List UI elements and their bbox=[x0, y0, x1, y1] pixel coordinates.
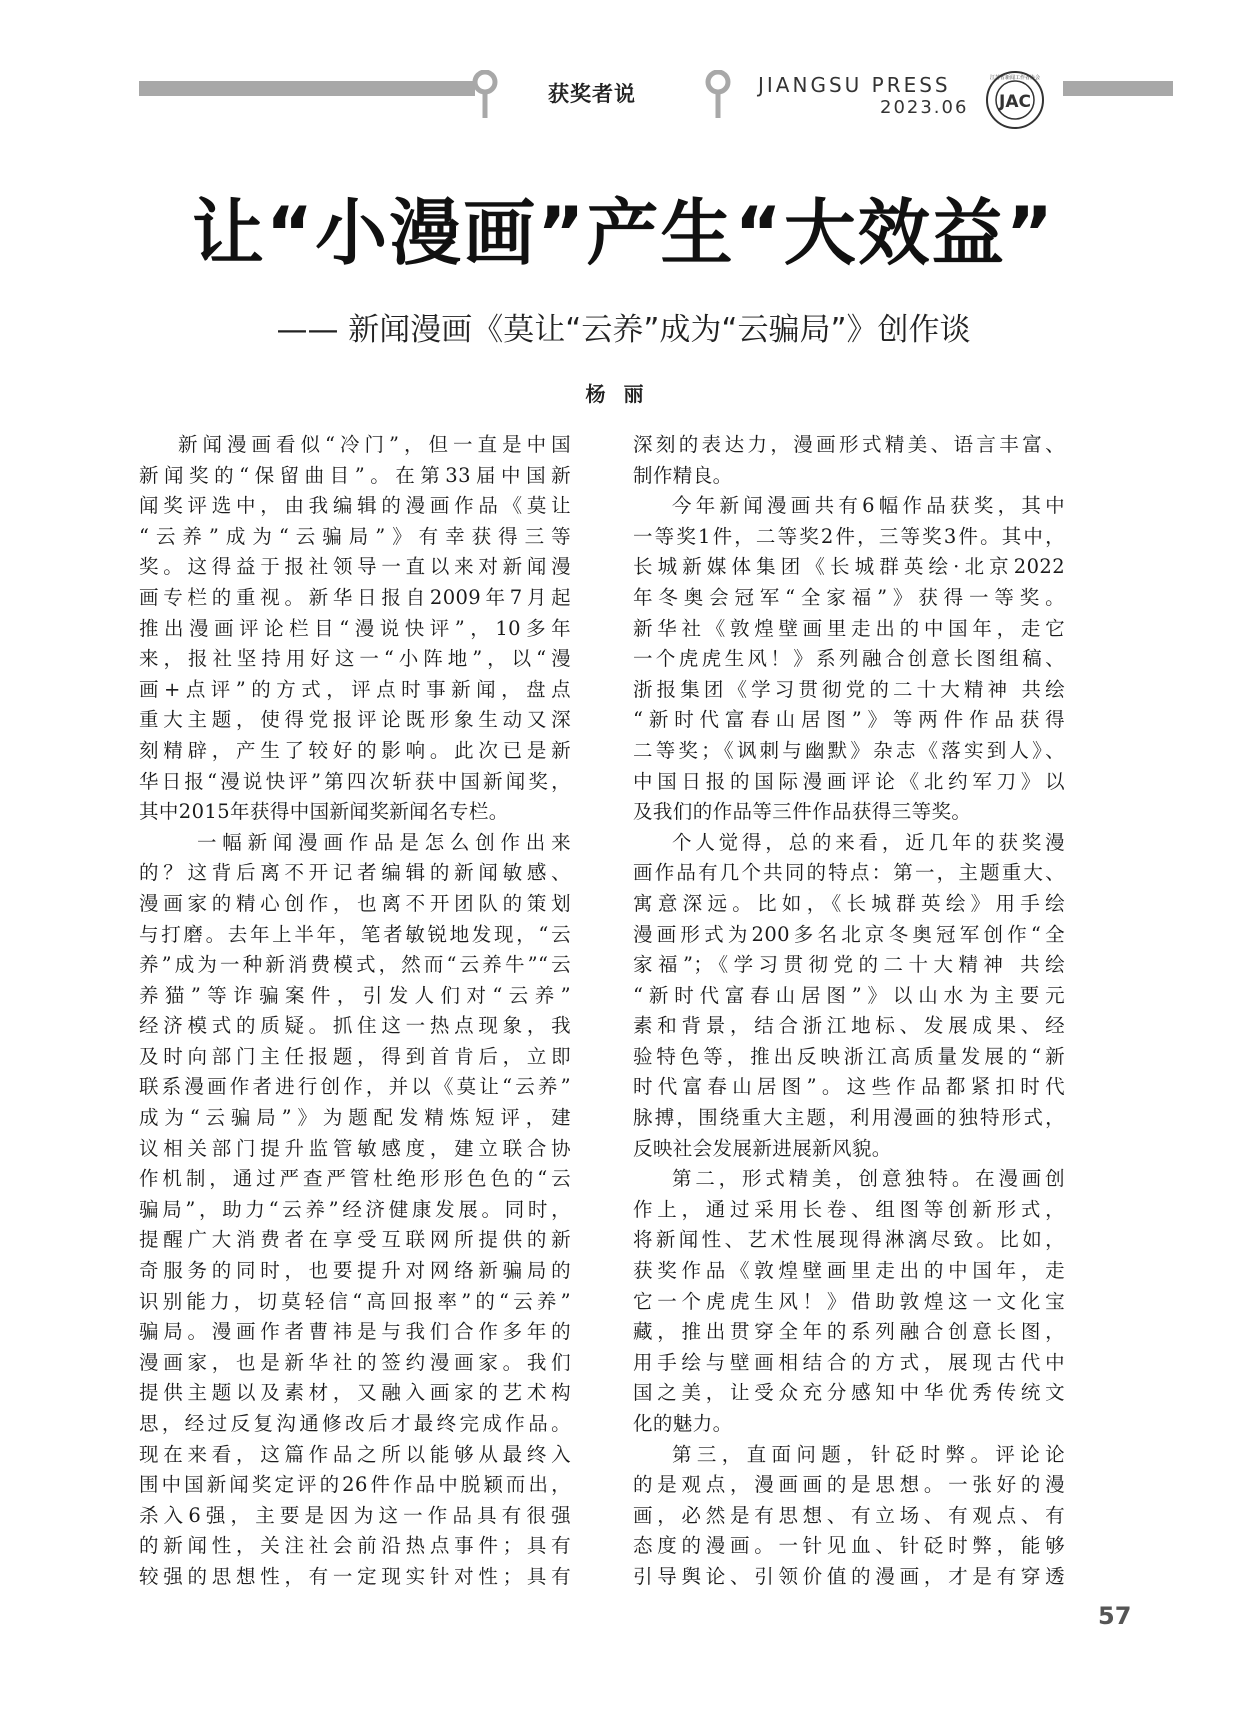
text-line: 验特色等，推出反映浙江高质量发展的“新 bbox=[633, 1044, 1065, 1068]
text-line: 新闻漫画看似“冷门”，但一直是中国 bbox=[178, 433, 571, 456]
text-line: 一等奖1件，二等奖2件，三等奖3件。其中， bbox=[633, 524, 1065, 548]
text-line: 与打磨。去年上半年，笔者敏锐地发现，“云 bbox=[139, 922, 571, 946]
text-line: 刻精辟，产生了较好的影响。此次已是新 bbox=[139, 738, 571, 762]
text-line: 长城新媒体集团《长城群英绘·北京2022 bbox=[633, 555, 1065, 579]
text-line: 年冬奥会冠军“全家福”》获得一等奖。 bbox=[633, 585, 1065, 609]
text-line: “新时代富春山居图”》以山水为主要元 bbox=[633, 983, 1065, 1007]
text-line: 一个虎虎生风！》系列融合创意长图组稿、 bbox=[633, 647, 1065, 671]
text-line: 新华社《敦煌壁画里走出的中国年，走它 bbox=[633, 616, 1065, 640]
text-line: 的？这背后离不开记者编辑的新闻敏感、 bbox=[139, 861, 571, 885]
text-line: 议相关部门提升监管敏感度，建立联合协 bbox=[139, 1136, 571, 1160]
text-line: 素和背景，结合浙江地标、发展成果、经 bbox=[633, 1014, 1065, 1038]
text-line: 提供主题以及素材，又融入画家的艺术构 bbox=[139, 1381, 571, 1405]
seal-letters: JAC bbox=[999, 92, 1031, 112]
text-line: 新闻奖的“保留曲目”。在第33届中国新 bbox=[139, 463, 571, 487]
text-line: 画专栏的重视。新华日报自2009年7月起 bbox=[139, 585, 571, 609]
text-line: 来，报社坚持用好这一“小阵地”，以“漫 bbox=[139, 647, 571, 671]
text-line: 脉搏，围绕重大主题，利用漫画的独特形式， bbox=[633, 1106, 1065, 1130]
text-line: 现在来看，这篇作品之所以能够从最终入 bbox=[139, 1442, 571, 1466]
text-line: 深刻的表达力，漫画形式精美、语言丰富、 bbox=[633, 433, 1065, 456]
text-line: 及我们的作品等三件作品获得三等奖。 bbox=[633, 800, 972, 824]
text-line: 家福”；《学习贯彻党的二十大精神 共绘 bbox=[633, 953, 1065, 977]
seal-ring-text: 江苏省新闻工作者协会 bbox=[989, 75, 1041, 81]
text-line: 思，经过反复沟通修改后才最终完成作品。 bbox=[139, 1412, 571, 1435]
press-name: JIANGSU PRESS bbox=[758, 73, 951, 97]
text-line: 成为“云骗局”》为题配发精炼短评，建 bbox=[139, 1106, 571, 1130]
text-line: 作机制，通过严查严管杜绝形形色色的“云 bbox=[139, 1167, 571, 1191]
text-line: 养”成为一种新消费模式，然而“云养牛”“云 bbox=[139, 953, 571, 977]
issue-date: 2023.06 bbox=[880, 97, 969, 118]
text-line: 漫画家的精心创作，也离不开团队的策划 bbox=[139, 891, 571, 915]
text-line: 将新闻性、艺术性展现得淋漓尽致。比如， bbox=[633, 1228, 1065, 1252]
text-line: 中国日报的国际漫画评论《北约军刀》以 bbox=[633, 769, 1065, 793]
text-line: 识别能力，切莫轻信“高回报率”的“云养” bbox=[139, 1289, 571, 1313]
text-line: 漫画家，也是新华社的签约漫画家。我们 bbox=[139, 1350, 571, 1374]
text-line: 推出漫画评论栏目“漫说快评”，10多年 bbox=[139, 616, 571, 640]
text-line: 养猫”等诈骗案件，引发人们对“云养” bbox=[139, 983, 571, 1007]
text-line: 的是观点，漫画画的是思想。一张好的漫 bbox=[633, 1473, 1065, 1497]
body-column-right bbox=[633, 430, 1065, 1593]
text-line: 较强的思想性，有一定现实针对性；具有 bbox=[139, 1564, 571, 1588]
text-line: 奖。这得益于报社领导一直以来对新闻漫 bbox=[139, 555, 571, 579]
text-line: 的新闻性，关注社会前沿热点事件；具有 bbox=[139, 1534, 571, 1558]
text-line: 国之美，让受众充分感知中华优秀传统文 bbox=[633, 1381, 1065, 1405]
text-line: 寓意深远。比如，《长城群英绘》用手绘 bbox=[633, 891, 1065, 915]
association-seal-icon bbox=[985, 70, 1045, 130]
map-pin-icon bbox=[705, 70, 731, 120]
text-line: 画+点评”的方式，评点时事新闻，盘点 bbox=[139, 677, 571, 701]
article-subtitle: —— 新闻漫画《莫让“云养”成为“云骗局”》创作谈 bbox=[276, 312, 971, 348]
text-line: 及时向部门主任报题，得到首肯后，立即 bbox=[139, 1044, 571, 1068]
article-author: 杨丽 bbox=[585, 382, 662, 406]
text-line: 闻奖评选中，由我编辑的漫画作品《莫让 bbox=[139, 494, 571, 518]
header-rule-right bbox=[1063, 81, 1173, 96]
text-line: 一幅新闻漫画作品是怎么创作出来 bbox=[197, 830, 571, 854]
text-line: 骗局”，助力“云养”经济健康发展。同时， bbox=[139, 1197, 571, 1221]
text-line: 反映社会发展新进展新风貌。 bbox=[633, 1136, 892, 1160]
text-line: 经济模式的质疑。抓住这一热点现象，我 bbox=[139, 1014, 571, 1038]
text-line: 提醒广大消费者在享受互联网所提供的新 bbox=[139, 1228, 571, 1252]
text-line: 画作品有几个共同的特点：第一，主题重大、 bbox=[633, 861, 1065, 885]
text-line: 联系漫画作者进行创作，并以《莫让“云养” bbox=[139, 1075, 571, 1099]
text-line: 重大主题，使得党报评论既形象生动又深 bbox=[139, 708, 571, 732]
text-line: 态度的漫画。一针见血、针砭时弊，能够 bbox=[633, 1534, 1065, 1558]
text-line: 围中国新闻奖定评的26件作品中脱颖而出， bbox=[139, 1473, 571, 1497]
header-rule-left bbox=[139, 81, 475, 96]
map-pin-icon bbox=[472, 70, 498, 120]
text-line: 漫画形式为200多名北京冬奥冠军创作“全 bbox=[633, 922, 1065, 946]
article-title: 让“小漫画”产生“大效益” bbox=[191, 191, 1056, 275]
text-line: 时代富春山居图”。这些作品都紧扣时代 bbox=[633, 1075, 1065, 1099]
text-line: 骗局。漫画作者曹祎是与我们合作多年的 bbox=[139, 1320, 571, 1344]
text-line: 奇服务的同时，也要提升对网络新骗局的 bbox=[139, 1259, 571, 1283]
text-line: 华日报“漫说快评”第四次斩获中国新闻奖， bbox=[139, 769, 571, 793]
text-line: 其中2015年获得中国新闻奖新闻名专栏。 bbox=[139, 800, 509, 824]
text-line: 用手绘与壁画相结合的方式，展现古代中 bbox=[633, 1350, 1065, 1374]
text-line: “云养”成为“云骗局”》有幸获得三等 bbox=[139, 524, 571, 548]
text-line: 作上，通过采用长卷、组图等创新形式， bbox=[633, 1197, 1065, 1221]
text-line: 它一个虎虎生风！》借助敦煌这一文化宝 bbox=[633, 1289, 1065, 1313]
text-line: 引导舆论、引领价值的漫画，才是有穿透 bbox=[633, 1564, 1065, 1588]
text-line: 制作精良。 bbox=[633, 463, 733, 487]
text-line: 杀入6强，主要是因为这一作品具有很强 bbox=[139, 1503, 571, 1527]
section-label: 获奖者说 bbox=[548, 82, 636, 106]
text-line: 画，必然是有思想、有立场、有观点、有 bbox=[633, 1503, 1065, 1527]
text-line: 化的魅力。 bbox=[633, 1412, 733, 1435]
body-column-left bbox=[139, 430, 571, 1593]
text-line: 今年新闻漫画共有6幅作品获奖，其中 bbox=[672, 494, 1065, 518]
page-number: 57 bbox=[1098, 1602, 1132, 1630]
text-line: 浙报集团《学习贯彻党的二十大精神 共绘 bbox=[633, 677, 1065, 701]
text-line: 二等奖；《讽刺与幽默》杂志《落实到人》、 bbox=[633, 738, 1065, 762]
text-line: 藏，推出贯穿全年的系列融合创意长图， bbox=[633, 1320, 1065, 1344]
text-line: “新时代富春山居图”》等两件作品获得 bbox=[633, 708, 1065, 732]
text-line: 个人觉得，总的来看，近几年的获奖漫 bbox=[672, 830, 1065, 854]
text-line: 获奖作品《敦煌壁画里走出的中国年，走 bbox=[633, 1259, 1065, 1283]
text-line: 第三，直面问题，针砭时弊。评论论 bbox=[672, 1442, 1065, 1466]
text-line: 第二，形式精美，创意独特。在漫画创 bbox=[672, 1167, 1065, 1191]
